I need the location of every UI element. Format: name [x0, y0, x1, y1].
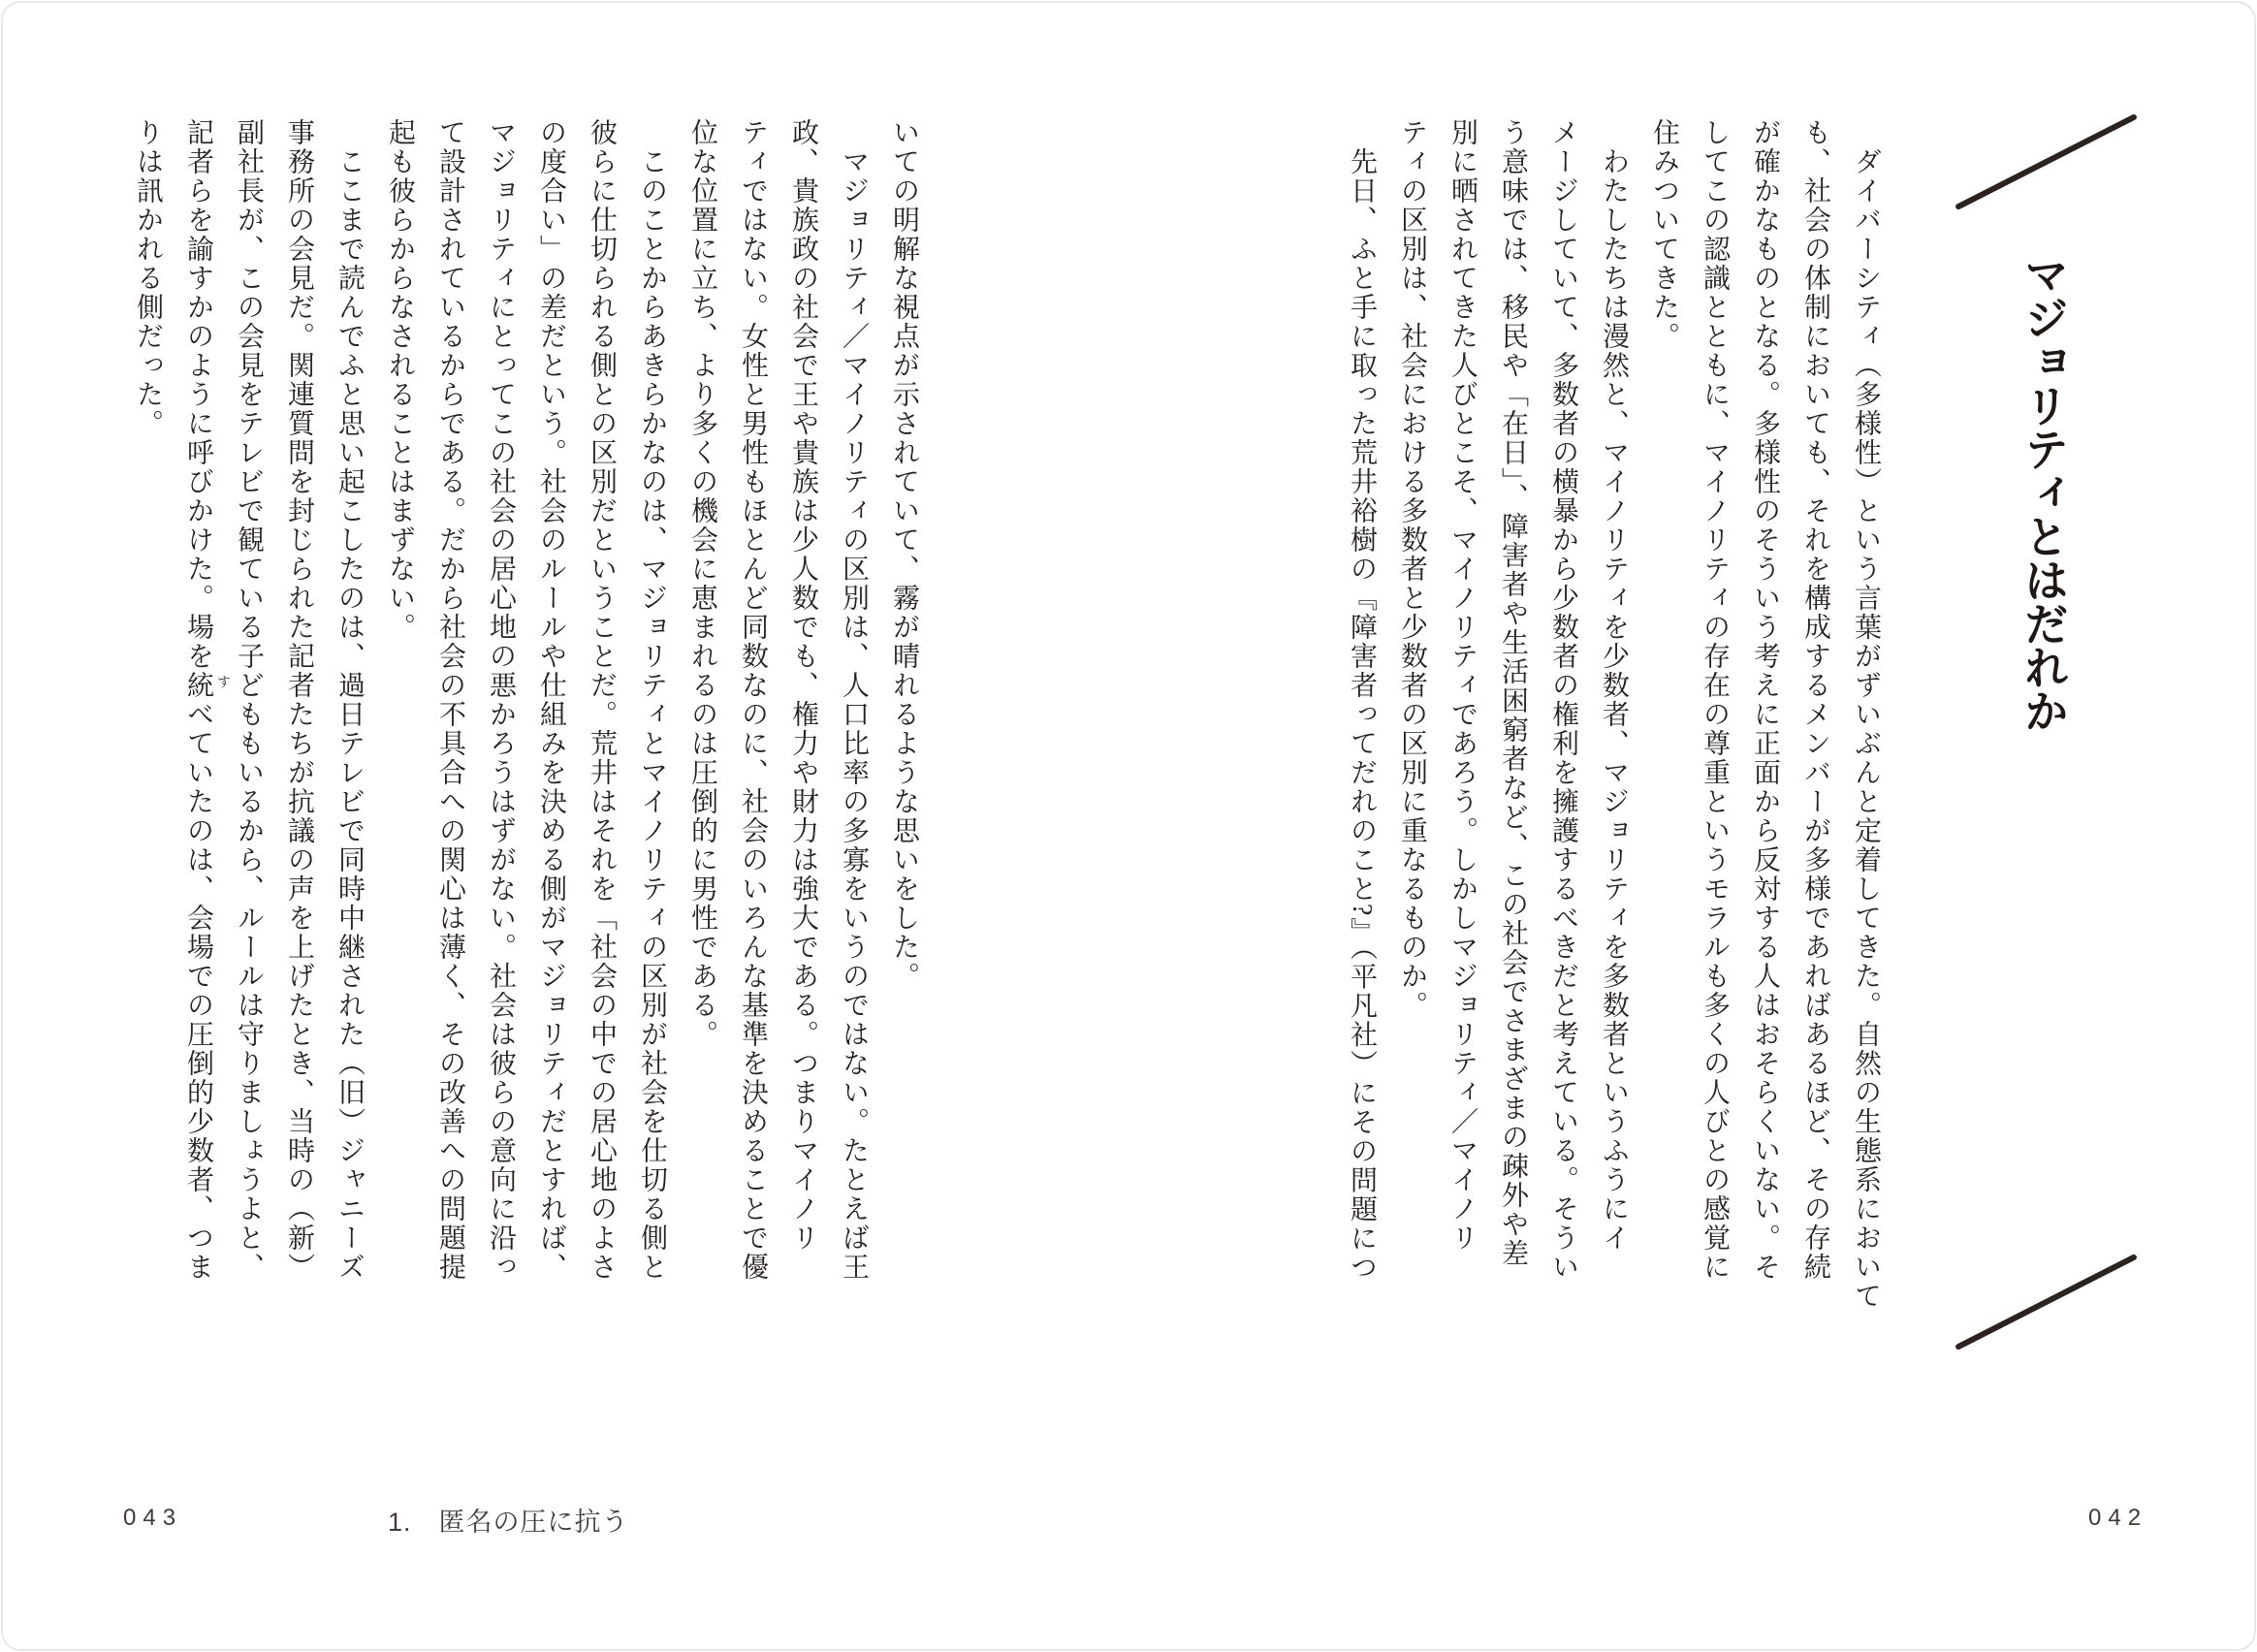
text-column: このことからあきらかなのは、マジョリティとマイノリティの区別が社会を仕切る側と — [637, 118, 667, 1282]
text-column: が確かなものとなる。多様性のそういう考えに正面から反対する人はおそらくいない。そ — [1750, 118, 1780, 1282]
text-column: 別に晒されてきた人びとこそ、マイノリティであろう。しかしマジョリティ／マイノリ — [1447, 118, 1478, 1253]
text-column: 事務所の会見だ。関連質問を封じられた記者たちが抗議の声を上げたとき、当時の（新） — [284, 118, 314, 1282]
furigana-su: す — [215, 675, 230, 688]
chapter-running-head: 1. 匿名の圧に抗う — [388, 1508, 629, 1537]
chapter-title: マジョリティとはだれか — [2019, 252, 2069, 732]
text-column: わたしたちは漫然と、マイノリティを少数者、マジョリティを多数者というふうにイ — [1599, 118, 1629, 1253]
text-column: ティではない。女性と男性もほとんど同数なのに、社会のいろんな基準を決めることで優 — [738, 118, 768, 1282]
text-column: て設計されているからである。だから社会の不具合への関心は薄く、その改善への問題提 — [435, 118, 465, 1282]
text-column: 政、貴族政の社会で王や貴族は少人数でも、権力や財力は強大である。つまりマイノリ — [788, 118, 818, 1253]
text-column: 副社長が、この会見をテレビで観ている子どももいるから、ルールは守りましょうよと、 — [234, 118, 264, 1282]
text-column: 彼らに仕切られる側との区別だということだ。荒井はそれを「社会の中での居心地のよさ — [587, 118, 617, 1282]
text-column: 記者らを諭すかのように呼びかけた。場を統べていたのは、会場での圧倒的少数者、つま — [183, 118, 213, 1282]
text-column: メージしていて、多数者の横暴から少数者の権利を擁護するべきだと考えている。そうい — [1548, 118, 1578, 1282]
text-column: マジョリティ／マイノリティの区別は、人口比率の多寡をいうのではない。たとえば王 — [839, 118, 869, 1282]
text-column: ダイバーシティ（多様性）という言葉がずいぶんと定着してきた。自然の生態系において — [1851, 118, 1881, 1311]
page-number-right: 042 — [2088, 1505, 2148, 1531]
text-column: マジョリティにとってこの社会の居心地の悪かろうはずがない。社会は彼らの意向に沿っ — [486, 118, 516, 1282]
diagonal-rule-bottom — [1955, 1254, 2138, 1350]
text-column: 住みついてきた。 — [1649, 118, 1679, 351]
right-page-body — [1336, 118, 1891, 1359]
text-column: う意味では、移民や「在日」、障害者や生活困窮者など、この社会でさまざまの疎外や差 — [1498, 118, 1528, 1268]
text-column: 起も彼らからなされることはまずない。 — [385, 118, 415, 642]
text-column: の度合い」の差だという。社会のルールや仕組みを決める側がマジョリティだとすれば、 — [536, 118, 566, 1282]
text-column: りは訊かれる側だった。 — [133, 118, 163, 438]
text-column: 位な位置に立ち、より多くの機会に恵まれるのは圧倒的に男性である。 — [687, 118, 717, 1049]
diagonal-rule-top — [1955, 113, 2138, 210]
text-column: も、社会の体制においても、それを構成するメンバーが多様であればあるほど、その存続 — [1800, 118, 1830, 1282]
text-column: 先日、ふと手に取った荒井裕樹の『障害者ってだれのこと?』（平凡社）にその問題につ — [1347, 118, 1377, 1283]
left-page-body — [122, 118, 929, 1359]
page-number-left: 043 — [123, 1505, 183, 1531]
text-column: いての明解な視点が示されていて、霧が晴れるような思いをした。 — [889, 118, 919, 991]
text-column: ここまで読んでふと思い起こしたのは、過日テレビで同時中継された（旧）ジャニーズ — [334, 118, 365, 1282]
text-column: してこの認識とともに、マイノリティの存在の尊重というモラルも多くの人びとの感覚に — [1700, 118, 1730, 1282]
text-column: ティの区別は、社会における多数者と少数者の区別に重なるものか。 — [1397, 118, 1427, 1020]
